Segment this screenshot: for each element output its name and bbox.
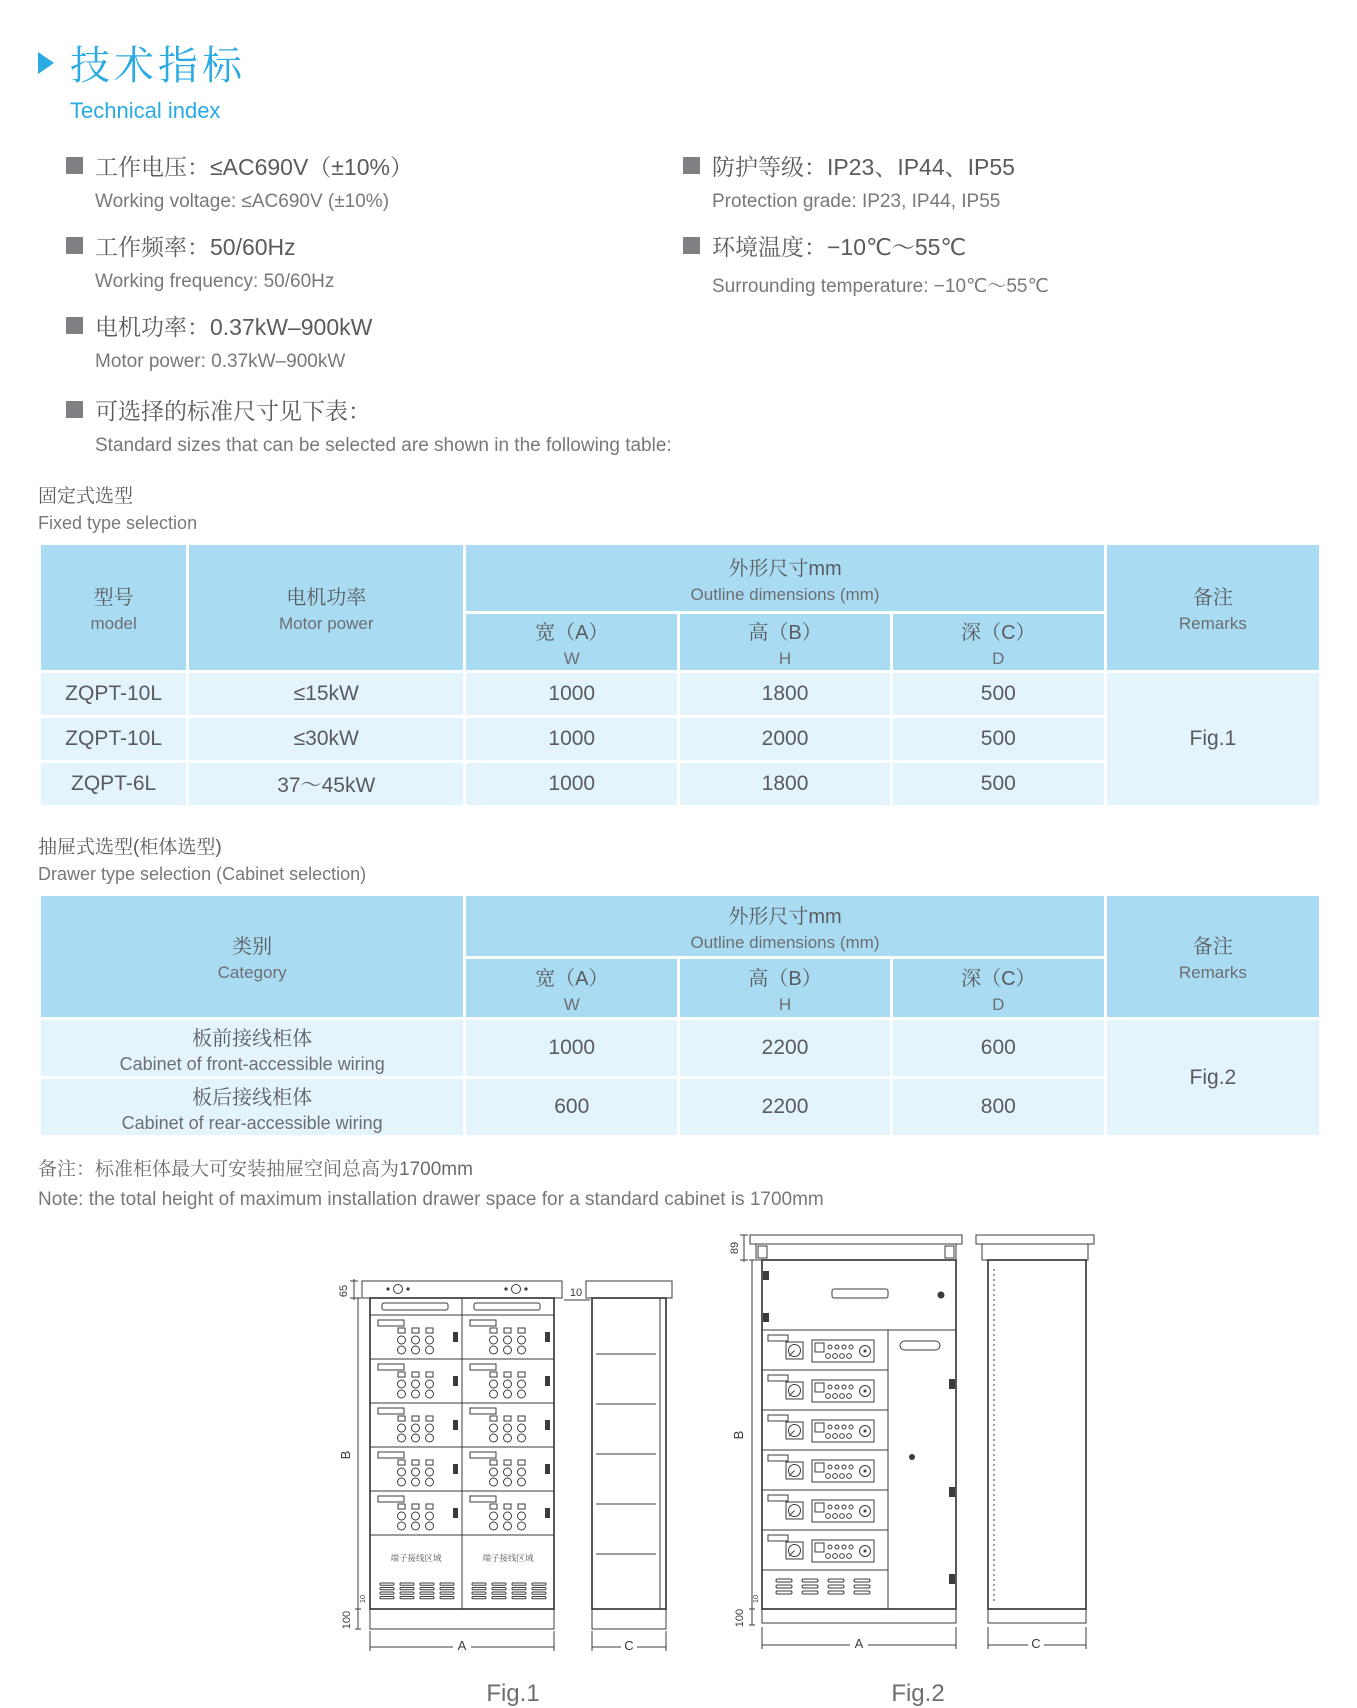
cell-power: 37～45kW	[189, 763, 463, 805]
col-header-motor-power: 电机功率 Motor power	[189, 545, 463, 670]
col-header-width: 宽（A） W	[466, 614, 677, 670]
fig2-drawing	[728, 1229, 1108, 1669]
figure-1	[338, 1269, 688, 1708]
spec-zh: 防护等级：IP23、IP44、IP55	[712, 153, 1015, 180]
spec-zh: 环境温度：−10℃～55℃	[712, 233, 967, 260]
fig1-terminal-label: 端子接线区域	[482, 1553, 534, 1563]
footnote-en: Note: the total height of maximum installation drawer space for a standard cabinet is 1700mm	[38, 1189, 824, 1210]
table-row	[41, 673, 1319, 715]
cell-depth: 500	[893, 718, 1104, 760]
bullet-square-icon	[683, 157, 700, 174]
bullet-square-icon	[683, 237, 700, 254]
col-header-depth: 深（C） D	[893, 959, 1104, 1017]
fixed-selection-table	[38, 542, 1322, 808]
footnote-zh: 备注：标准柜体最大可安装抽屉空间总高为1700mm	[38, 1159, 473, 1180]
col-header-width: 宽（A） W	[466, 959, 677, 1017]
cell-width: 1000	[466, 763, 677, 805]
triangle-marker-icon	[38, 52, 54, 74]
table-intro	[66, 392, 1321, 457]
cell-height: 1800	[680, 673, 890, 715]
section-title-en: Drawer type selection (Cabinet selection)	[38, 864, 367, 884]
intro-zh: 可选择的标准尺寸见下表：	[95, 397, 371, 424]
cell-width: 600	[466, 1079, 677, 1135]
cell-depth: 600	[893, 1020, 1104, 1076]
bullet-square-icon	[66, 401, 83, 418]
section-title-zh: 抽屉式选型(柜体选型)	[38, 837, 222, 858]
fixed-section-label	[38, 481, 1321, 534]
fig1-dim-base: 100	[341, 1610, 353, 1630]
cell-power: ≤30kW	[189, 718, 463, 760]
spec-item-motor-power	[66, 308, 683, 373]
page-subtitle: Technical index	[70, 98, 221, 123]
fig2-dim-height: B	[731, 1430, 746, 1440]
col-header-category: 类别 Category	[41, 896, 463, 1017]
col-header-height: 高（B） H	[680, 614, 890, 670]
fig1-terminal-label: 端子接线区域	[390, 1553, 442, 1563]
cell-category: 板前接线柜体 Cabinet of front-accessible wiring	[41, 1020, 463, 1076]
figures-row	[338, 1229, 1321, 1708]
fig1-dim-width: A	[457, 1638, 467, 1653]
page-title: 技术指标	[70, 44, 246, 88]
fig2-caption: Fig.2	[891, 1680, 945, 1707]
cell-model: ZQPT-10L	[41, 673, 186, 715]
fig1-dim-cap: 65	[338, 1284, 350, 1298]
cell-depth: 800	[893, 1079, 1104, 1135]
spec-item-protection	[683, 148, 1321, 213]
fig2-dim-width: A	[854, 1636, 864, 1651]
fig1-drawing	[338, 1269, 688, 1669]
spec-en: Surrounding temperature: −10℃～55℃	[712, 276, 1049, 297]
cell-category: 板后接线柜体 Cabinet of rear-accessible wiring	[41, 1079, 463, 1135]
table-row	[41, 1020, 1319, 1076]
spec-zh: 工作电压：≤AC690V（±10%）	[95, 153, 413, 180]
col-header-depth: 深（C） D	[893, 614, 1104, 670]
fig1-caption: Fig.1	[486, 1680, 540, 1707]
spec-en: Motor power: 0.37kW–900kW	[95, 351, 346, 372]
cell-power: ≤15kW	[189, 673, 463, 715]
cell-height: 2200	[680, 1079, 890, 1135]
intro-en: Standard sizes that can be selected are shown in the following table:	[95, 435, 672, 456]
fig2-dim-vent: 10	[751, 1594, 760, 1604]
cell-model: ZQPT-6L	[41, 763, 186, 805]
fig1-dim-height: B	[338, 1450, 353, 1460]
cell-height: 2200	[680, 1020, 890, 1076]
fig1-dim-lip: 10	[569, 1287, 583, 1299]
footnote	[38, 1154, 1321, 1211]
cell-model: ZQPT-10L	[41, 718, 186, 760]
fig2-dim-cap: 89	[729, 1241, 741, 1255]
col-header-remarks: 备注 Remarks	[1107, 896, 1319, 1017]
cell-depth: 500	[893, 673, 1104, 715]
cell-height: 2000	[680, 718, 890, 760]
bullet-square-icon	[66, 237, 83, 254]
spec-zh: 工作频率：50/60Hz	[95, 233, 296, 260]
fig1-dim-depth: C	[624, 1638, 634, 1653]
spec-column-left	[66, 148, 683, 388]
bullet-square-icon	[66, 157, 83, 174]
col-header-remarks: 备注 Remarks	[1107, 545, 1319, 670]
page-title-row	[38, 34, 1321, 91]
col-header-model: 型号 model	[41, 545, 186, 670]
cell-depth: 500	[893, 763, 1104, 805]
spec-en: Protection grade: IP23, IP44, IP55	[712, 191, 1001, 212]
fig2-dim-depth: C	[1031, 1636, 1041, 1651]
spec-item-voltage	[66, 148, 683, 213]
section-title-en: Fixed type selection	[38, 513, 198, 533]
fig1-dim-vent: 10	[358, 1594, 367, 1604]
spec-en: Working voltage: ≤AC690V (±10%)	[95, 191, 390, 212]
cell-remarks: Fig.2	[1107, 1020, 1319, 1135]
cell-height: 1800	[680, 763, 890, 805]
drawer-selection-table	[38, 893, 1322, 1138]
fig2-dim-base: 100	[734, 1608, 746, 1628]
figure-2	[728, 1229, 1108, 1708]
spec-item-frequency	[66, 228, 683, 293]
col-header-outline-dimensions: 外形尺寸mm Outline dimensions (mm)	[466, 545, 1103, 611]
drawer-section-label	[38, 832, 1321, 885]
cell-width: 1000	[466, 673, 677, 715]
bullet-square-icon	[66, 317, 83, 334]
cell-remarks: Fig.1	[1107, 673, 1319, 805]
col-header-outline-dimensions: 外形尺寸mm Outline dimensions (mm)	[466, 896, 1103, 956]
cell-width: 1000	[466, 718, 677, 760]
spec-column-right	[683, 148, 1321, 388]
cell-width: 1000	[466, 1020, 677, 1076]
spec-zh: 电机功率：0.37kW–900kW	[95, 313, 373, 340]
spec-item-temperature	[683, 228, 1321, 298]
spec-en: Working frequency: 50/60Hz	[95, 271, 335, 292]
spec-list	[66, 148, 1321, 388]
section-title-zh: 固定式选型	[38, 486, 134, 507]
col-header-height: 高（B） H	[680, 959, 890, 1017]
